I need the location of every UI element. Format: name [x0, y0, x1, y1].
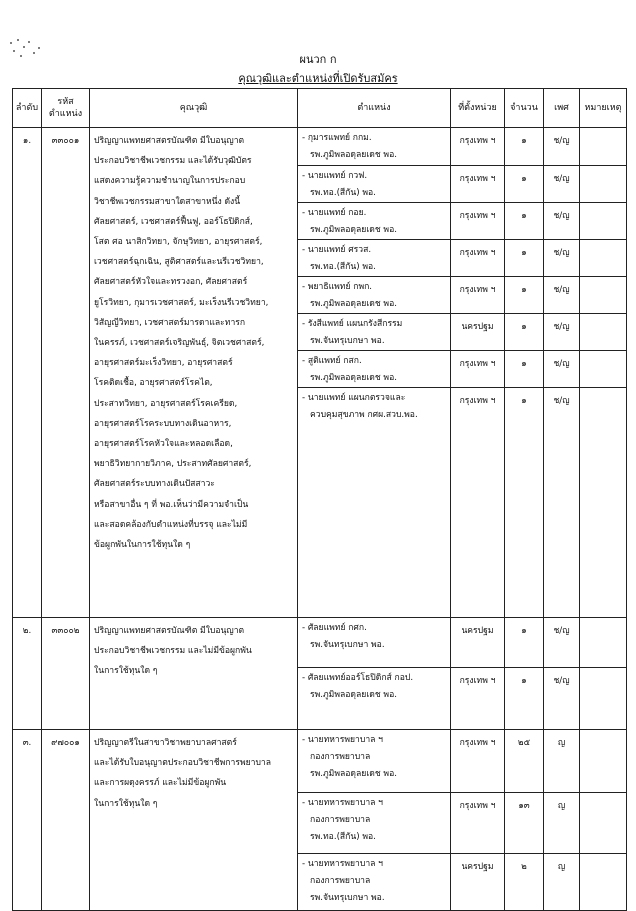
position-item: [298, 202, 450, 239]
qualification-cell: [90, 730, 298, 911]
qualification-line: โสต ศอ นาสิกวิทยา, จักษุวิทยา, อายุรศาสตร์,: [94, 237, 263, 248]
qualification-line: อายุรศาสตร์โรคหัวใจและหลอดเลือด,: [94, 439, 233, 450]
count-value: ๒๕: [517, 738, 531, 748]
position-line: - รังสีแพทย์ แผนกรังสีกรรม: [302, 319, 403, 329]
header-qualification: คุณวุฒิ: [90, 89, 298, 128]
position-item: [298, 276, 450, 313]
position-line: - ศัลยแพทย์ กศก.: [302, 623, 367, 633]
remark-stack: [580, 618, 626, 729]
header-count: จำนวน: [505, 89, 544, 128]
count-stack: [505, 730, 543, 910]
qualification-line: พยาธิวิทยากายวิภาค, ประสาทศัลยศาสตร์,: [94, 459, 252, 470]
header-code-line2: ตำแหน่ง: [48, 109, 83, 119]
sex-cell: [544, 730, 580, 911]
count-value: ๑: [505, 667, 543, 729]
count-value: ๑: [505, 350, 543, 387]
position-item: [298, 618, 450, 667]
header-code-line1: รหัส: [57, 97, 74, 107]
position-line: รพ.ทอ.(สีกัน) พอ.: [310, 188, 376, 198]
position-item: [298, 239, 450, 276]
position-line: - นายทหารพยาบาล ฯ: [302, 798, 383, 808]
position-line: - นายแพทย์ กวฟ.: [302, 171, 368, 181]
table-row: [13, 730, 627, 911]
position-item: [298, 350, 450, 387]
position-line: รพ.ภูมิพลอดุลยเดช พอ.: [310, 299, 397, 309]
unit-value: นครปฐม: [451, 853, 504, 910]
remark-value: [580, 792, 626, 853]
unit-value: กรุงเทพ ฯ: [451, 202, 504, 239]
qualification-line: โรคติดเชื้อ, อายุรศาสตร์โรคไต,: [94, 378, 213, 389]
sex-stack: [544, 618, 579, 729]
remark-cell: [580, 128, 627, 618]
unit-value: กรุงเทพ ฯ: [451, 387, 504, 617]
count-value: ๑: [521, 136, 527, 146]
unit-stack: [451, 618, 504, 729]
count-stack: [505, 618, 543, 729]
unit-value: นครปฐม: [461, 626, 494, 636]
sex-value: ช/ญ: [544, 667, 579, 729]
qualification-cell: [90, 128, 298, 618]
position-line: - กุมารแพทย์ กกม.: [302, 133, 372, 143]
position-line: รพ.ภูมิพลอดุลยเดช พอ.: [310, 225, 397, 235]
position-line: - นายแพทย์ ศรวส.: [302, 245, 372, 255]
position-line: รพ.ภูมิพลอดุลยเดช พอ.: [310, 150, 397, 160]
qualification-line: วิสัญญีวิทยา, เวชศาสตร์มารดาและทารก: [94, 317, 246, 328]
qualification-line: ในการใช้ทุนใด ๆ: [94, 798, 158, 809]
count-value: ๑: [521, 626, 527, 636]
count-cell: [505, 128, 544, 618]
position-item: [298, 792, 450, 853]
remark-value: [580, 128, 626, 165]
count-value: ๑: [505, 239, 543, 276]
sex-cell: [544, 128, 580, 618]
qualification-line: ในครรภ์, เวชศาสตร์เจริญพันธุ์, จิตเวชศาสตร์,: [94, 338, 265, 349]
remark-value: [580, 313, 626, 350]
sex-value: ช/ญ: [544, 313, 579, 350]
qualification-line: ประกอบวิชาชีพเวชกรรม และไม่มีข้อผูกพัน: [94, 646, 252, 657]
header-position: ตำแหน่ง: [298, 89, 451, 128]
table-row: [13, 618, 627, 730]
remark-cell: [580, 730, 627, 911]
qualification-line: ข้อผูกพันในการใช้ทุนใด ๆ: [94, 540, 191, 551]
qualification-line: ประสาทวิทยา, อายุรศาสตร์โรคเครียด,: [94, 398, 238, 409]
position-list: [298, 618, 450, 729]
sex-value: ญ: [557, 738, 566, 748]
position-item: [298, 128, 450, 165]
qualification-line: ศัลยศาสตร์, เวชศาสตร์ฟื้นฟู, ออร์โธปิดิกส์,: [94, 216, 253, 227]
position-line: รพ.จันทรุเบกษา พอ.: [310, 640, 385, 650]
position-line: - นายทหารพยาบาล ฯ: [302, 735, 383, 745]
position-line: - นายทหารพยาบาล ฯ: [302, 859, 383, 869]
position-item: [298, 667, 450, 729]
position-line: รพ.ภูมิพลอดุลยเดช พอ.: [310, 769, 397, 779]
sex-value: ช/ญ: [544, 276, 579, 313]
remark-value: [580, 667, 626, 729]
qualification-line: หรือสาขาอื่น ๆ ที่ พอ.เห็นว่ามีความจำเป็น: [94, 499, 249, 510]
position-item: [298, 387, 450, 617]
qualification-line: วิชาชีพเวชกรรมสาขาใดสาขาหนึ่ง ดังนี้: [94, 196, 241, 207]
sex-cell: [544, 618, 580, 730]
position-line: รพ.ทอ.(สีกัน) พอ.: [310, 832, 376, 842]
header-unit: ที่ตั้งหน่วย: [451, 89, 505, 128]
remark-value: [580, 618, 626, 667]
position-line: ควบคุมสุขภาพ กศผ.สวบ.พอ.: [310, 410, 418, 420]
count-value: ๑: [505, 313, 543, 350]
qualification-line: ปริญญาแพทยศาสตรบัณฑิต มีใบอนุญาต: [94, 136, 245, 146]
position-item: [298, 313, 450, 350]
position-line: - สูติแพทย์ กสก.: [302, 356, 362, 366]
qualification-line: ปริญญาแพทยศาสตรบัณฑิต มีใบอนุญาต: [94, 626, 245, 636]
header-code: [42, 89, 90, 128]
position-line: รพ.ภูมิพลอดุลยเดช พอ.: [310, 373, 397, 383]
unit-stack: [451, 730, 504, 910]
position-line: รพ.จันทรุเบกษา พอ.: [310, 893, 385, 903]
count-stack: [505, 128, 543, 617]
position-cell: [298, 730, 451, 911]
row-number: ๑.: [13, 128, 42, 618]
qualification-line: ในการใช้ทุนใด ๆ: [94, 666, 158, 677]
qualification-line: ศัลยศาสตร์หัวใจและทรวงอก, ศัลยศาสตร์: [94, 277, 248, 288]
sex-value: ช/ญ: [544, 165, 579, 202]
unit-value: นครปฐม: [451, 313, 504, 350]
position-line: รพ.จันทรุเบกษา พอ.: [310, 336, 385, 346]
qualification-line: เวชศาสตร์ฉุกเฉิน, สูติศาสตร์และนรีเวชวิทยา,: [94, 257, 264, 268]
unit-cell: [451, 730, 505, 911]
header-remark: หมายเหตุ: [580, 89, 627, 128]
qualification-line: อายุรศาสตร์มะเร็งวิทยา, อายุรศาสตร์: [94, 358, 233, 369]
unit-value: กรุงเทพ ฯ: [451, 350, 504, 387]
position-list: [298, 128, 450, 617]
position-code: ๓๓๐๐๒: [42, 618, 90, 730]
sex-stack: [544, 128, 579, 617]
qualification-line: อายุรศาสตร์โรคระบบทางเดินอาหาร,: [94, 418, 232, 429]
unit-value: กรุงเทพ ฯ: [451, 239, 504, 276]
remark-value: [580, 165, 626, 202]
unit-value: กรุงเทพ ฯ: [459, 738, 496, 748]
document-subtitle: คุณวุฒิและตำแหน่งที่เปิดรับสมัคร: [238, 72, 398, 85]
remark-value: [580, 350, 626, 387]
header-no: ลำดับ: [13, 89, 42, 128]
table-header-row: [13, 89, 627, 128]
position-line: รพ.ทอ.(สีกัน) พอ.: [310, 262, 376, 272]
sex-value: ช/ญ: [553, 136, 570, 146]
table-row: [13, 128, 627, 618]
unit-value: กรุงเทพ ฯ: [451, 667, 504, 729]
sex-value: ช/ญ: [544, 202, 579, 239]
unit-cell: [451, 128, 505, 618]
qualification-line: แสดงความรู้ความชำนาญในการประกอบ: [94, 176, 246, 187]
sex-value: ญ: [544, 792, 579, 853]
qualification-line: ยูโรวิทยา, กุมารเวชศาสตร์, มะเร็งนรีเวชวิทยา,: [94, 297, 269, 308]
unit-stack: [451, 128, 504, 617]
remark-value: [580, 202, 626, 239]
document-title: ผนวก ก: [299, 53, 337, 66]
remark-value: [580, 239, 626, 276]
count-cell: [505, 730, 544, 911]
qualification-line: ประกอบวิชาชีพเวชกรรม และได้รับวุฒิบัตร: [94, 156, 252, 167]
position-code: ๓๓๐๐๑: [42, 128, 90, 618]
remark-value: [580, 730, 626, 792]
unit-value: กรุงเทพ ฯ: [451, 792, 504, 853]
position-item: [298, 730, 450, 792]
qualification-cell: [90, 618, 298, 730]
position-line: กองการพยาบาล: [310, 752, 371, 762]
qualification-line: ศัลยศาสตร์ระบบทางเดินปัสสาวะ: [94, 479, 215, 490]
position-line: รพ.ภูมิพลอดุลยเดช พอ.: [310, 690, 397, 700]
sex-value: ญ: [544, 853, 579, 910]
unit-cell: [451, 618, 505, 730]
remark-cell: [580, 618, 627, 730]
count-value: ๑: [505, 387, 543, 617]
remark-value: [580, 387, 626, 617]
position-line: กองการพยาบาล: [310, 815, 371, 825]
position-cell: [298, 618, 451, 730]
header-sex: เพศ: [544, 89, 580, 128]
position-line: - พยาธิแพทย์ กพก.: [302, 282, 373, 292]
unit-value: กรุงเทพ ฯ: [459, 136, 496, 146]
unit-value: กรุงเทพ ฯ: [451, 165, 504, 202]
position-line: - นายแพทย์ แผนกตรวจและ: [302, 393, 406, 403]
row-number: ๒.: [13, 618, 42, 730]
position-line: - นายแพทย์ กอย.: [302, 208, 367, 218]
qualification-line: ปริญญาตรีในสาขาวิชาพยาบาลศาสตร์: [94, 738, 237, 748]
count-value: ๑: [505, 165, 543, 202]
count-value: ๑: [505, 276, 543, 313]
sex-value: ช/ญ: [553, 626, 570, 636]
count-value: ๒: [505, 853, 543, 910]
sex-value: ช/ญ: [544, 239, 579, 276]
row-number: ๓.: [13, 730, 42, 911]
count-value: ๑๓: [505, 792, 543, 853]
qualification-line: และการผดุงครรภ์ และไม่มีข้อผูกพัน: [94, 778, 227, 789]
position-cell: [298, 128, 451, 618]
table-body: [13, 128, 627, 911]
sex-value: ช/ญ: [544, 350, 579, 387]
position-line: - ศัลยแพทย์ออร์โธปิดิกส์ กอป.: [302, 673, 414, 683]
count-cell: [505, 618, 544, 730]
remark-stack: [580, 730, 626, 910]
position-line: กองการพยาบาล: [310, 876, 371, 886]
remark-value: [580, 276, 626, 313]
sex-stack: [544, 730, 579, 910]
unit-value: กรุงเทพ ฯ: [451, 276, 504, 313]
positions-table: [12, 88, 627, 911]
position-item: [298, 853, 450, 910]
position-item: [298, 165, 450, 202]
remark-value: [580, 853, 626, 910]
qualification-line: และได้รับใบอนุญาตประกอบวิชาชีพการพยาบาล: [94, 758, 272, 769]
sex-value: ช/ญ: [544, 387, 579, 617]
qualification-line: และสอดคล้องกับตำแหน่งที่บรรจุ และไม่มี: [94, 519, 248, 530]
position-list: [298, 730, 450, 910]
remark-stack: [580, 128, 626, 617]
count-value: ๑: [505, 202, 543, 239]
position-code: ๙๗๐๐๑: [42, 730, 90, 911]
